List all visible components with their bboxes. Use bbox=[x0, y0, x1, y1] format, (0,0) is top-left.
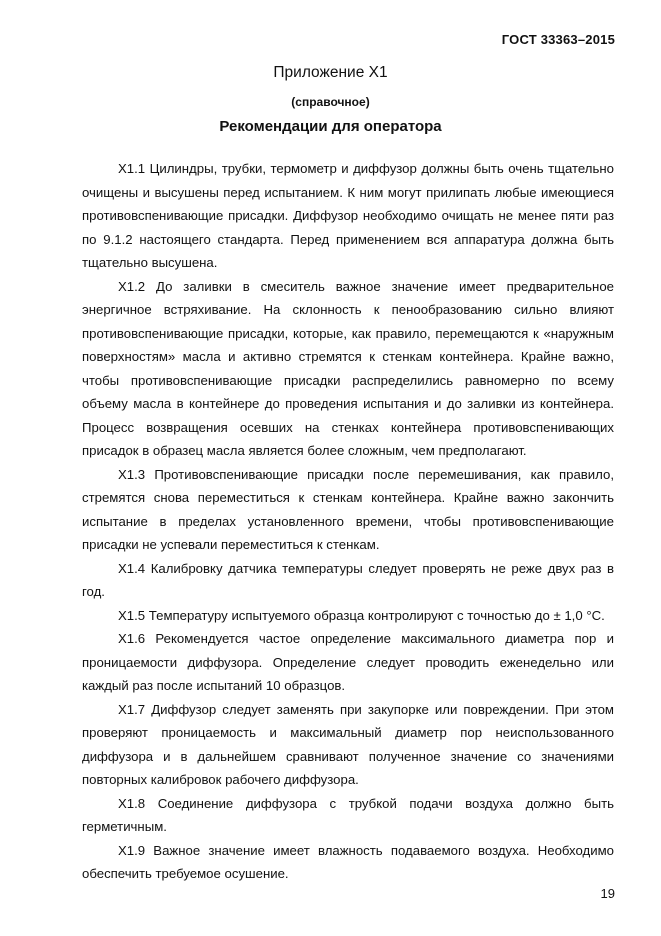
paragraph-x1-7: Х1.7 Диффузор следует заменять при закупорке или повреждении. При этом проверяют проницаемость и максимальный диаметр пор неиспользованного диффузора и в дальнейшем сравнивают полученное значение со значениями повторных калибровок рабочего диффузора. bbox=[82, 701, 614, 787]
paragraph-x1-8: Х1.8 Соединение диффузора с трубкой подачи воздуха должно быть герметичным. bbox=[82, 795, 614, 834]
standard-code: ГОСТ 33363–2015 bbox=[501, 32, 615, 47]
appendix-title-block bbox=[0, 63, 661, 137]
appendix-title: Приложение Х1 bbox=[273, 64, 388, 81]
appendix-subtitle: (справочное) bbox=[291, 95, 370, 109]
page-number: 19 bbox=[600, 886, 615, 901]
paragraph-x1-3: Х1.3 Противовспенивающие присадки после перемешивания, как правило, стремятся снова переместиться к стенкам контейнера. Крайне важно закончить испытание в пределах установленного времени, чтобы противовспенивающие присадки не успевали переместиться к стенкам. bbox=[82, 466, 614, 552]
paragraph-x1-6: Х1.6 Рекомендуется частое определение максимального диаметра пор и проницаемости диффузора. Определение следует проводить еженедельно или каждый раз после испытаний 10 образцов. bbox=[82, 631, 614, 693]
paragraph-x1-4: Х1.4 Калибровку датчика температуры следует проверять не реже двух раз в год. bbox=[82, 560, 614, 599]
paragraph-x1-2: Х1.2 До заливки в смеситель важное значение имеет предварительное энергичное встряхивание. На склонность к пенообразованию сильно влияют противовспенивающие присадки, которые, как правило, перемещаются к «наружным поверхностям» масла и активно стремятся к стенкам контейнера. Крайне важно, чтобы противовспенивающие присадки распределились равномерно по всему объему масла в контейнере до проведения испытания и до заливки из контейнера. Процесс возвращения осевших на стенках контейнера противовспенивающих присадок в образец масла является более сложным, чем предполагают. bbox=[82, 278, 614, 458]
paragraph-x1-1: Х1.1 Цилиндры, трубки, термометр и диффузор должны быть очень тщательно очищены и высушены перед испытанием. К ним могут прилипать любые имеющиеся противовспенивающие присадки. Диффузор необходимо очищать не менее пяти раз по 9.1.2 настоящего стандарта. Перед применением вся аппаратура должна быть тщательно высушена. bbox=[82, 161, 614, 270]
appendix-heading: Рекомендации для оператора bbox=[219, 118, 442, 135]
document-body bbox=[82, 157, 614, 886]
paragraph-x1-9: Х1.9 Важное значение имеет влажность подаваемого воздуха. Необходимо обеспечить требуемое осушение. bbox=[82, 842, 614, 881]
paragraph-x1-5: Х1.5 Температуру испытуемого образца контролируют с точностью до ± 1,0 °С. bbox=[118, 607, 605, 623]
